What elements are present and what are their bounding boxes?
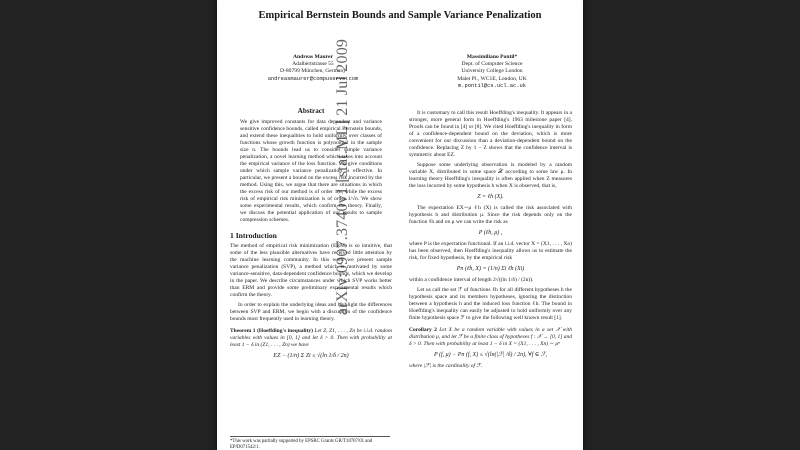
body-paragraph: Let us call the set ℱ of functions ℓh for all different hypotheses h the hypothesis space and its members hypotheses, ignoring the distinction between a hypothesis h and the induced loss function ℓh. The bound in Hoeffding's inequality can easily be adjusted to hold uniformly over any finite hypothesis space ℱ to give the following well known result [1]. [409,287,572,321]
abstract-text: We give improved constants for data dependent and variance sensitive confidence bounds, called empirical Bernstein bounds, and extend these inequalities to hold uniformly over classes of functions whose growth function is polynomial in the sample size n. The bounds lead us to consider sample variance penalization, a novel learning method which takes into account the empirical variance of the loss function. We give conditions under which sample variance penalization is effective. In particular, we present a bound on the excess risk incurred by the method. Using this, we argue that there are situations in which the excess risk of our method is of order 1/n, while the excess risk of empirical risk minimization is of order 1/√n. We show some experimental results, which confirm the theory. Finally, we discuss the potential application of our results to sample compression schemes. [240,119,382,223]
equation: Z = ℓh (X). [477,194,504,200]
theorem-heading: Theorem 1 (Hoeffding's inequality) [230,328,314,334]
corollary-text: Let X be a random variable with values in a set 𝒳 with distribution μ, and let ℱ be a finite class of hypotheses f : 𝒳 → [0, 1] and δ > 0. Then with probability at least 1 − δ in X = (X1, . . . , Xn) ∼ μⁿ [409,327,572,347]
author-email: andreasmaurer@compuserve.com [267,75,359,82]
author-address-line: D-80799 München, Germany [279,68,347,75]
corollary-heading: Corollary 2 [409,327,437,333]
abstract-heading: Abstract [297,107,325,115]
equation: P (f, μ) − Pn (f, X) ≤ √(ln(|ℱ| /δ) / 2n), ∀f ∈ ℱ, [433,352,548,358]
author-name: Andreas Maurer [292,54,334,60]
right-column [409,110,572,373]
intro-paragraph: In order to explain the underlying ideas and highlight the differences between SVP and ERM, we begin with a discussion of the confidence bounds most frequently used in learning theory. [230,302,392,322]
author-email: m.pontil@cs.ucl.ac.uk [458,82,526,89]
intro-paragraph: The method of empirical risk minimization (ERM) is so intuitive, that some of the less plausible alternatives have received little attention by the machine learning community. In this work we present sample variance penalization (SVP), a method which is motivated by some variance-sensitive, data-dependent confidence bounds, which we develop in the paper. We describe circumstances under which SVP works better than ERM and provide some preliminary experimental results which confirm the theory. [230,243,392,298]
paper-title: Empirical Bernstein Bounds and Sample Variance Penalization [258,10,542,21]
body-paragraph: The expectation EX∼μ ℓh (X) is called the risk associated with hypothesis h and distribution μ. Since the risk depends only on the function ℓh and on μ we can write the risk as [409,205,572,225]
theorem-1 [230,328,392,349]
section-heading: 1 Introduction [230,231,277,240]
author-block-2 [412,54,572,90]
left-column [230,108,392,364]
equation: Pn (ℓh, X) = (1/n) Σi ℓh (Xi) [456,266,525,272]
author-address-line: Malet Pl., WC1E, London, UK [457,75,527,82]
theorem-text: Let Z, Z1, . . . , Zn be i.i.d. random variables with values in [0, 1] and let δ > 0. Then with probability at least 1 − δ in (Z1, . . . , Zn) we have [230,328,392,348]
body-paragraph: It is customary to call this result Hoeffding's inequality. It appears in a stronger, more general form in Hoeffding's 1963 milestone paper [4]. Proofs can be found in [4] or [8]. We cited Hoeffding's inequality in form of a confidence-dependent bound on the deviation, which is more convenient for our discussion than a deviation-dependent bound on the confidence. Replacing Z by 1 − Z shows that the confidence interval is symmetric about EZ. [409,110,572,158]
body-paragraph: where |ℱ| is the cardinality of ℱ. [409,363,483,369]
corollary-2 [409,327,572,348]
author-block-1 [233,54,393,83]
author-address-line: Dept. of Computer Science [461,61,523,68]
body-paragraph: where P is the expectation functional. If an i.i.d. vector X = (X1, . . . , Xn) has been observed, then Hoeffding's inequality allows us to estimate the risk, for fixed hypothesis, by the empirical risk [409,241,572,261]
footnote: *This work was partially supported by EPSRC Grants GR/T18707/01 and EP/D071542/1. [230,436,390,450]
arxiv-stamp: arXiv:0907.3740v1 [stat.ML] 21 Jul 2009 [334,38,352,316]
equation: P (ℓh, μ) , [478,230,503,236]
author-address-line: Adalbertstrasse 55 [292,61,334,68]
theorem-equation: EZ − (1/n) Σ Zi ≤ √(ln 1/δ / 2n) [273,353,349,359]
author-name: Massimiliano Pontil* [466,54,518,60]
body-paragraph: within a confidence interval of length 2√((ln 1/δ) / (2n)). [409,277,534,283]
author-address-line: University College London [461,68,523,75]
paper-page [217,0,583,450]
body-paragraph: Suppose some underlying observation is modeled by a random variable X, distributed in some space 𝒳 according to some law μ. In learning theory Hoeffding's inequality is often applied when Z measures the loss incurred by some hypothesis h when X is observed, that is, [409,162,572,189]
